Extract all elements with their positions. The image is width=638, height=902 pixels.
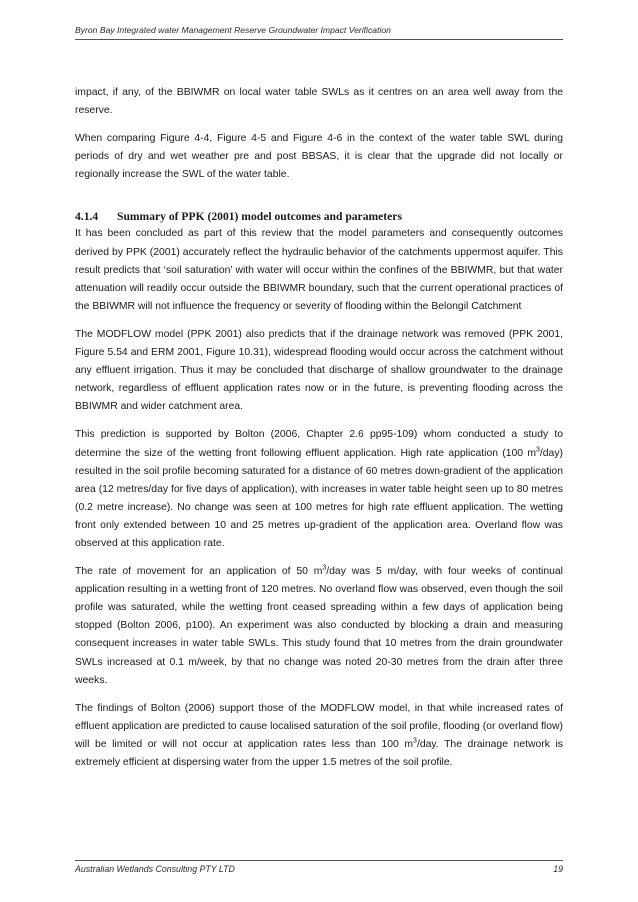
section-number: 4.1.4 bbox=[75, 210, 99, 224]
superscript: 3 bbox=[322, 564, 327, 572]
paragraph-review-conclusion: It has been concluded as part of this review that the model parameters and consequently outcomes derived by PPK (2001) accurately reflect the hydraulic behavior of the catchments uppermost aquifer. This result predicts that ‘soil saturation’ with water will occur within the confines of the BBIWMR, but that water attenuation will readily occur outside the BBIWMR boundary, such that the current operational practices of the BBIWMR will not influence the frequency or severity of flooding within the Belongil Catchment bbox=[75, 228, 563, 312]
text-segment: /day was 5 m/day, with four weeks of continual application resulting in a wetting front of 120 metres. No overland flow was observed, even though the soil profile was saturated, while the wetting front ceased spreading within a few days of application being stopped (Bolton 2006, p100). An experiment was also conducted by blocking a drain and measuring consequent increases in water table SWLs. This study found that 10 metres from the drain groundwater SWLs increased at 0.1 m/week, by that no change was noted 20-30 metres from the drain after three weeks. bbox=[75, 566, 563, 686]
paragraph-bolton-study bbox=[75, 426, 563, 553]
page-footer bbox=[75, 860, 563, 874]
section-title: Summary of PPK (2001) model outcomes and parameters bbox=[117, 210, 402, 224]
document-body bbox=[75, 84, 563, 782]
footer-company: Australian Wetlands Consulting PTY LTD bbox=[75, 864, 235, 874]
text-segment: The rate of movement for an application of 50 m bbox=[75, 566, 323, 578]
running-header-title: Byron Bay Integrated water Management Reserve Groundwater Impact Verification bbox=[75, 25, 391, 35]
paragraph-continuation: impact, if any, of the BBIWMR on local water table SWLs as it centres on an area well away from the reserve. bbox=[75, 87, 563, 117]
text-segment: The findings of Bolton (2006) support those of the MODFLOW model, in that while increased rates of effluent application are predicted to cause localised saturation of the soil profile, flooding (or overland flow) will be limited or will not occur at application rates less than 100 m bbox=[75, 702, 563, 750]
text-segment: /day) resulted in the soil profile becoming saturated for a distance of 60 metres down-gradient of the application area (12 metres/day for five days of application), with increases in water table height seen up to 80 metres (0.2 metre increase). No change was seen at 100 metres for high rate effluent application. The wetting front only extended between 10 and 25 metres up-gradient of the application area. Overland flow was observed at this application rate. bbox=[75, 447, 563, 549]
paragraph-modflow-prediction: The MODFLOW model (PPK 2001) also predicts that if the drainage network was removed (PPK 2001, Figure 5.54 and ERM 2001, Figure 10.31), widespread flooding would occur across the catchment without any effluent irrigation. Thus it may be concluded that discharge of shallow groundwater to the drainage network, regardless of effluent application rates now or in the future, is preventing flooding across the BBIWMR and wider catchment area. bbox=[75, 328, 563, 413]
text-segment: /day. The drainage network is extremely efficient at dispersing water from the upper 1.5 metres of the soil profile. bbox=[75, 738, 563, 768]
running-header bbox=[75, 25, 563, 40]
page-number: 19 bbox=[553, 864, 563, 874]
paragraph-figure-comparison: When comparing Figure 4-4, Figure 4-5 and Figure 4-6 in the context of the water table SWL during periods of dry and wet weather pre and post BBSAS, it is clear that the upgrade did not locally or regionally increase the SWL of the water table. bbox=[75, 133, 563, 181]
paragraph-findings bbox=[75, 700, 563, 772]
text-segment: This prediction is supported by Bolton (2006, Chapter 2.6 pp95-109) whom conducted a study to determine the size of the wetting front following effluent application. High rate application (100 m bbox=[75, 429, 563, 459]
superscript: 3 bbox=[535, 446, 540, 454]
section-heading bbox=[75, 209, 563, 225]
superscript: 3 bbox=[413, 737, 417, 745]
paragraph-rate-of-movement bbox=[75, 563, 563, 690]
